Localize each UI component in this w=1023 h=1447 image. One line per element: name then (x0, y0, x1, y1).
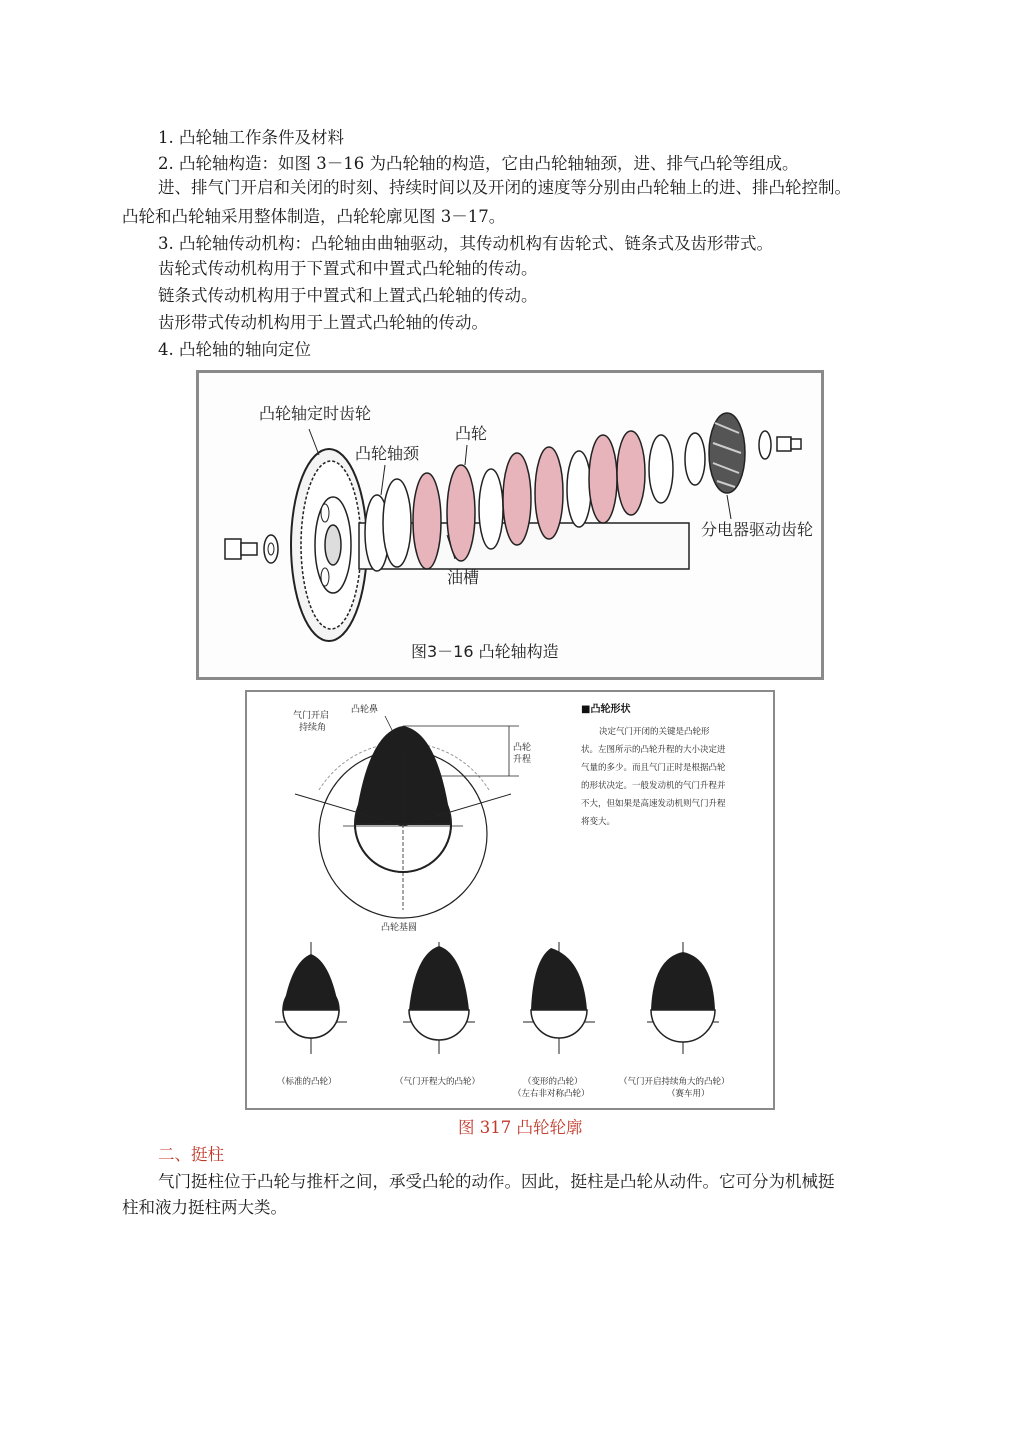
cam-high-lift (403, 942, 475, 1054)
side-line-4: 的形状决定。一般发动机的气门升程并 (581, 781, 726, 791)
section-heading: 二、挺柱 (158, 1145, 224, 1164)
cam-sublabel-3: （左右非对称凸轮） (513, 1089, 590, 1099)
label-lift-2: 升程 (513, 755, 532, 765)
label-valve-open-angle-1: 气门开启 (293, 711, 330, 721)
label-journal: 凸轮轴颈 (355, 444, 420, 463)
para-4: 3. 凸轮轴传动机构：凸轮轴由曲轴驱动，其传动机构有齿轮式、链条式及齿形带式。 (158, 234, 773, 253)
main-cam-diagram (295, 716, 519, 918)
cam-label-4: （气门开启持续角大的凸轮） (619, 1077, 730, 1087)
side-line-2: 状。左图所示的凸轮升程的大小决定进 (581, 745, 726, 755)
label-lift-1: 凸轮 (513, 743, 532, 753)
cam-label-1: （标准的凸轮） (277, 1077, 337, 1087)
cam-sublabel-4: （赛车用） (667, 1089, 710, 1099)
bolt-left-icon (225, 539, 257, 559)
para-1: 1. 凸轮轴工作条件及材料 (158, 128, 344, 147)
para-6: 链条式传动机构用于中置式和上置式凸轮轴的传动。 (158, 286, 538, 305)
cam-long-duration (647, 942, 719, 1054)
side-line-6: 将变大。 (581, 817, 616, 827)
label-oil-groove: 油槽 (447, 568, 480, 587)
figure-camshaft (196, 370, 824, 680)
cam-label-3: （变形的凸轮） (523, 1077, 583, 1087)
figure-cam-profile (245, 690, 775, 1110)
label-cam: 凸轮 (455, 424, 488, 443)
cam-profile-illustration (247, 692, 773, 1108)
side-title: ■凸轮形状 (581, 704, 631, 715)
distributor-gear-icon (685, 413, 801, 493)
side-line-1: 决定气门开闭的关键是凸轮形 (599, 727, 710, 737)
cam-standard (275, 942, 347, 1054)
para-3b: 凸轮和凸轮轴采用整体制造，凸轮轮廓见图 3－17。 (122, 207, 506, 226)
para-8: 4. 凸轮轴的轴向定位 (158, 340, 311, 359)
section-body-2: 柱和液力挺柱两大类。 (122, 1198, 287, 1217)
cam-label-2: （气门开程大的凸轮） (395, 1077, 481, 1087)
para-2: 2. 凸轮轴构造：如图 3－16 为凸轮轴的构造，它由凸轮轴轴颈，进、排气凸轮等组成。 (158, 154, 799, 173)
para-3a: 进、排气门开启和关闭的时刻、持续时间以及开闭的速度等分别由凸轮轴上的进、排凸轮控制。 (158, 178, 851, 197)
figure2-caption: 图 317 凸轮轮廓 (458, 1118, 583, 1137)
label-timing-gear: 凸轮轴定时齿轮 (259, 404, 372, 423)
figure1-caption: 图3－16 凸轮轴构造 (411, 642, 559, 661)
side-line-5: 不大，但如果是高速发动机则气门升程 (581, 799, 726, 809)
side-line-3: 气量的多少。而且气门正时是根据凸轮 (581, 763, 726, 773)
para-5: 齿轮式传动机构用于下置式和中置式凸轮轴的传动。 (158, 259, 538, 278)
label-base-circle: 凸轮基圆 (381, 923, 418, 933)
cam-asymmetric (523, 942, 595, 1054)
para-7: 齿形带式传动机构用于上置式凸轮轴的传动。 (158, 313, 488, 332)
label-cam-nose: 凸轮鼻 (351, 705, 379, 715)
label-distributor-gear: 分电器驱动齿轮 (701, 520, 814, 539)
section-body-1: 气门挺柱位于凸轮与推杆之间，承受凸轮的动作。因此，挺柱是凸轮从动件。它可分为机械挺 (158, 1172, 835, 1191)
camshaft-illustration (199, 373, 821, 677)
label-valve-open-angle-2: 持续角 (299, 723, 327, 733)
timing-gear-icon (291, 449, 367, 641)
